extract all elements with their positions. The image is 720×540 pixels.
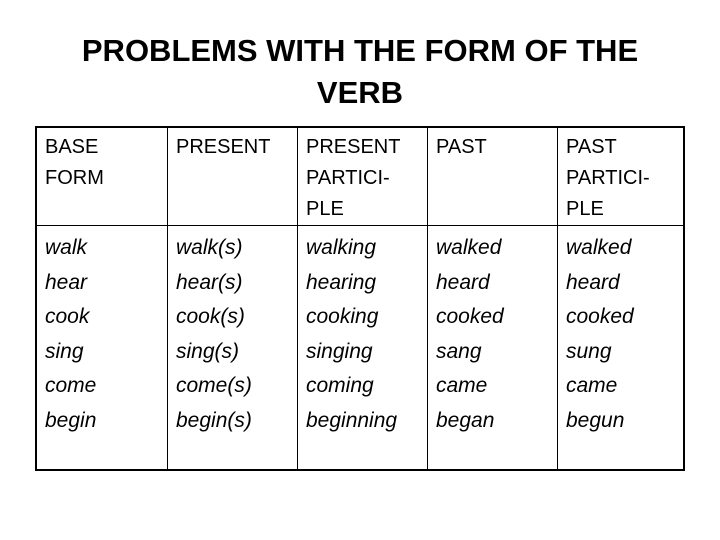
table-column-base-form [37, 128, 167, 469]
table-cell: heard [566, 270, 620, 294]
table-column-present-participle [297, 128, 427, 469]
column-cells [306, 231, 425, 439]
column-header [45, 132, 165, 194]
column-header-line: FORM [45, 167, 104, 189]
table-cell: hear [45, 270, 88, 294]
table-cell: began [436, 408, 495, 432]
column-header-line: PARTICI- [566, 167, 650, 189]
table-cell: heard [436, 270, 490, 294]
column-header-line: PAST [436, 136, 487, 158]
table-cell: begin(s) [176, 408, 252, 432]
column-cells [45, 231, 165, 439]
table-column-present [167, 128, 297, 469]
column-header-line: BASE [45, 136, 99, 158]
column-header [566, 132, 681, 225]
column-header [436, 132, 555, 163]
header-divider [37, 225, 683, 226]
table-cell: walk [45, 236, 88, 259]
column-header-line: PLE [306, 198, 344, 220]
slide-title-line-2: VERB [316, 75, 404, 110]
table-cell: hear(s) [176, 270, 243, 294]
table-cell: walking [306, 236, 377, 259]
table-cell: singing [306, 339, 373, 363]
table-cell: come(s) [176, 374, 252, 398]
table-cell: walked [566, 236, 632, 259]
table-cell: sung [566, 339, 612, 363]
column-header-line: PAST [566, 136, 617, 158]
column-header-line: PLE [566, 198, 604, 220]
table-cell: sing [45, 339, 84, 363]
table-cell: walk(s) [176, 236, 243, 259]
table-cell: begin [45, 408, 97, 432]
column-header [176, 132, 295, 163]
table-cell: coming [306, 374, 374, 398]
table-cell: come [45, 374, 97, 398]
table-cell: walked [436, 236, 502, 259]
table-cell: cooking [306, 305, 379, 329]
slide-title-line-1: PROBLEMS WITH THE FORM OF THE [81, 33, 639, 68]
table-cell: cooked [566, 305, 634, 329]
table-cell: cook [45, 305, 90, 329]
table-cell: came [566, 374, 618, 398]
column-header-line: PRESENT [176, 136, 271, 158]
table-cell: sing(s) [176, 339, 240, 363]
table-cell: hearing [306, 270, 377, 294]
table-cell: came [436, 374, 488, 398]
verb-forms-table [35, 126, 685, 471]
slide-title [0, 30, 720, 114]
table-cell: cook(s) [176, 305, 245, 329]
table-cell: beginning [306, 408, 398, 432]
column-cells [566, 231, 681, 439]
table-column-past [427, 128, 557, 469]
column-header [306, 132, 425, 225]
column-header-line: PRESENT [306, 136, 401, 158]
table-column-past-participle [557, 128, 683, 469]
column-cells [436, 231, 555, 439]
table-cell: begun [566, 408, 625, 432]
column-cells [176, 231, 295, 439]
column-header-line: PARTICI- [306, 167, 390, 189]
table-cell: cooked [436, 305, 504, 329]
table-cell: sang [436, 339, 482, 363]
